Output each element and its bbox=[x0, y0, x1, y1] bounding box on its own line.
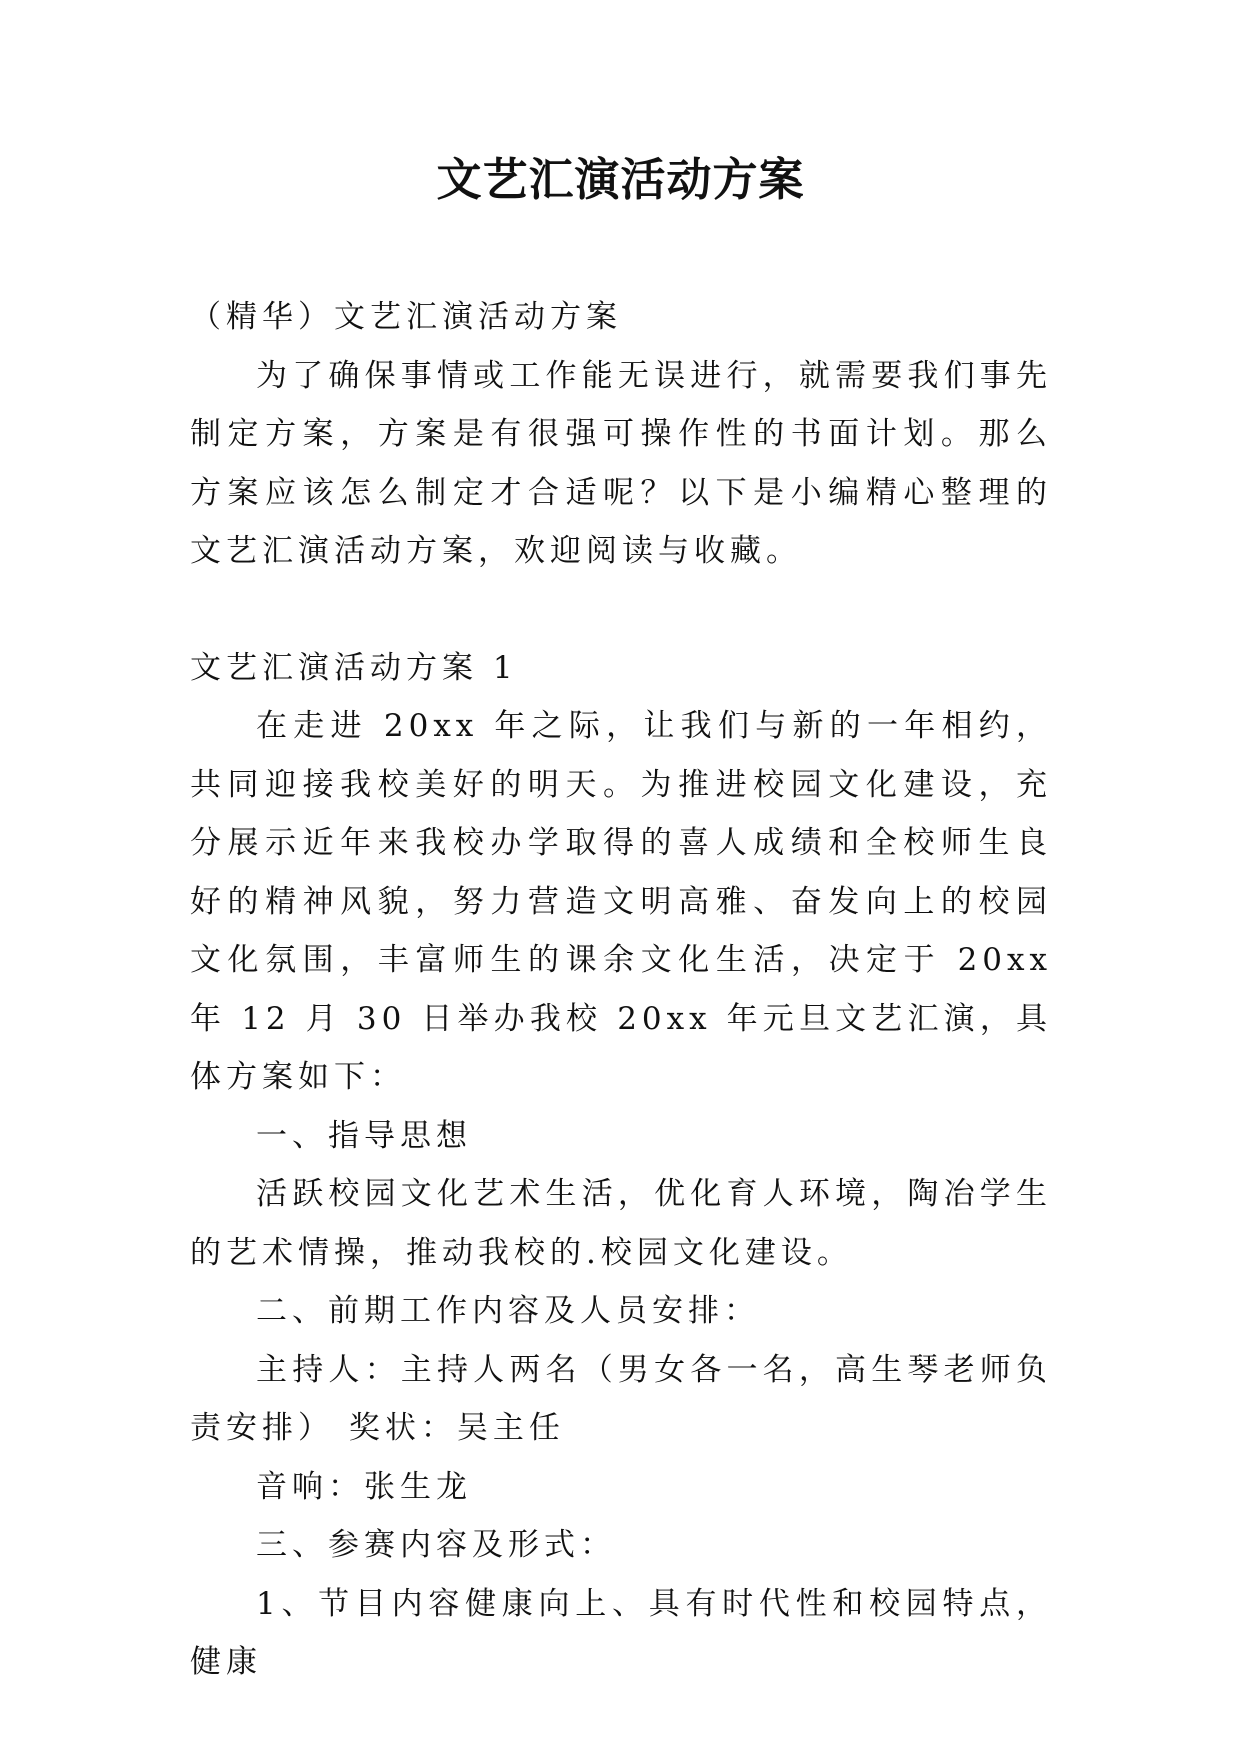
heading-contest-content: 三、参赛内容及形式： bbox=[256, 1527, 616, 1563]
heading-guiding-ideology: 一、指导思想 bbox=[256, 1117, 472, 1154]
document-title: 文艺汇演活动方案 bbox=[436, 153, 805, 206]
document-body bbox=[190, 288, 1052, 1692]
intro-paragraph: 为了确保事情或工作能无误进行，就需要我们事先制定方案，方案是有很强可操作性的书面计划。那么方案应该怎么制定才合适呢？以下是小编精心整理的文艺汇演活动方案，欢迎阅读与收藏。 bbox=[190, 357, 1052, 569]
body-paragraph: 活跃校园文化艺术生活，优化育人环境，陶冶学生的艺术情操，推动我校的.校园文化建设。 bbox=[190, 1176, 1052, 1271]
body-paragraph: 在走进 20xx 年之际，让我们与新的一年相约，共同迎接我校美好的明天。为推进校园文化建设，充分展示近年来我校办学取得的喜人成绩和全校师生良好的精神风貌，努力营造文明高雅、奋发向上的校园文化氛围，丰富师生的课余文化生活，决定于 20xx 年 12 月 30 日举办我校 20xx 年元旦文艺汇演，具体方案如下： bbox=[190, 708, 1052, 1095]
body-paragraph: 主持人：主持人两名（男女各一名，高生琴老师负责安排） 奖状：吴主任 bbox=[190, 1351, 1052, 1446]
body-paragraph: 音响：张生龙 bbox=[256, 1468, 472, 1505]
body-paragraph: 1、节目内容健康向上、具有时代性和校园特点，健康 bbox=[190, 1585, 1052, 1680]
section-gap bbox=[190, 581, 1052, 639]
heading-preliminary-work: 二、前期工作内容及人员安排： bbox=[256, 1293, 760, 1329]
subtitle: （精华）文艺汇演活动方案 bbox=[190, 299, 622, 335]
section-heading: 文艺汇演活动方案 1 bbox=[190, 649, 518, 686]
